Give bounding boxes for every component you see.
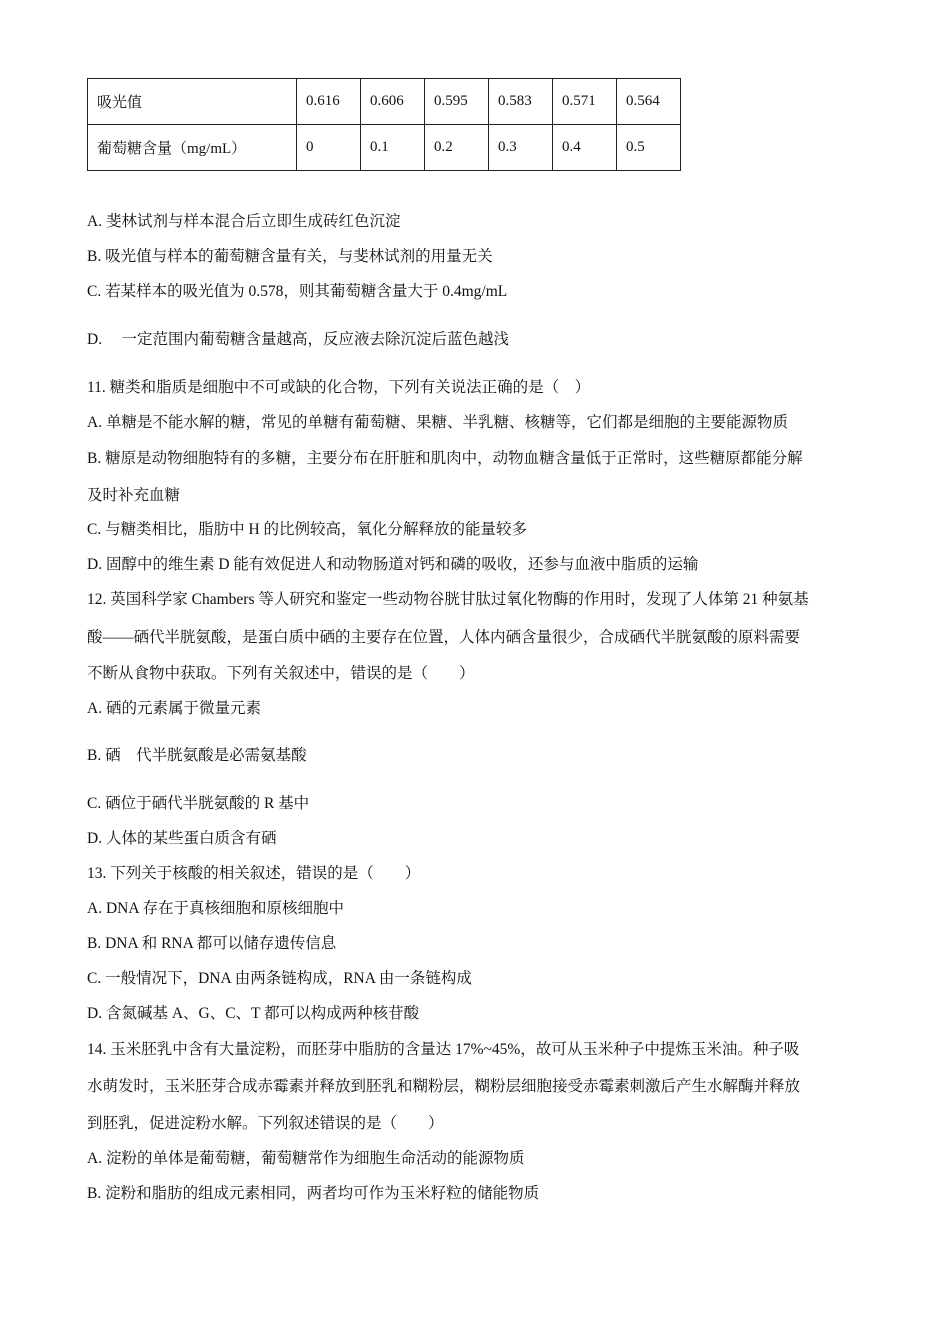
option-b-continued: 及时补充血糖 (87, 487, 181, 504)
option-b: B. 糖原是动物细胞特有的多糖，主要分布在肝脏和肌肉中，动物血糖含量低于正常时，这些糖原都能分解 (87, 450, 803, 467)
table-cell: 0.583 (489, 79, 553, 125)
question-stem: 13. 下列关于核酸的相关叙述，错误的是（ ） (87, 865, 421, 882)
question-stem: 14. 玉米胚乳中含有大量淀粉，而胚芽中脂肪的含量达 17%~45%，故可从玉米种子中提炼玉米油。种子吸 (87, 1041, 800, 1058)
option-d: D. 固醇中的维生素 D 能有效促进人和动物肠道对钙和磷的吸收，还参与血液中脂质的运输 (87, 556, 699, 573)
table-cell: 0.616 (297, 79, 361, 125)
option-a: A. 斐林试剂与样本混合后立即生成砖红色沉淀 (87, 213, 401, 230)
option-a: A. 淀粉的单体是葡萄糖，葡萄糖常作为细胞生命活动的能源物质 (87, 1150, 525, 1167)
option-b: B. 淀粉和脂肪的组成元素相同，两者均可作为玉米籽粒的储能物质 (87, 1185, 540, 1202)
table-cell: 0.564 (617, 79, 681, 125)
option-d: D. 含氮碱基 A、G、C、T 都可以构成两种核苷酸 (87, 1005, 420, 1022)
table-cell: 0 (297, 125, 361, 171)
table-cell: 0.2 (425, 125, 489, 171)
option-a: A. 硒的元素属于微量元素 (87, 700, 261, 717)
option-c: C. 一般情况下，DNA 由两条链构成，RNA 由一条链构成 (87, 970, 472, 987)
table-cell: 0.3 (489, 125, 553, 171)
option-b: B. 吸光值与样本的葡萄糖含量有关，与斐林试剂的用量无关 (87, 248, 493, 265)
table-row-label: 葡萄糖含量（mg/mL） (88, 125, 297, 171)
question-stem: 不断从食物中获取。下列有关叙述中，错误的是（ ） (87, 665, 475, 682)
option-a: A. 单糖是不能水解的糖，常见的单糖有葡萄糖、果糖、半乳糖、核糖等，它们都是细胞的主要能源物质 (87, 414, 788, 431)
option-d: D. 一定范围内葡萄糖含量越高，反应液去除沉淀后蓝色越浅 (87, 331, 509, 348)
option-c: C. 若某样本的吸光值为 0.578，则其葡萄糖含量大于 0.4mg/mL (87, 283, 508, 300)
absorbance-table (87, 78, 681, 171)
question-stem: 11. 糖类和脂质是细胞中不可或缺的化合物，下列有关说法正确的是（ ） (87, 379, 591, 396)
question-stem: 酸——硒代半胱氨酸，是蛋白质中硒的主要存在位置，人体内硒含量很少，合成硒代半胱氨酸的原料需要 (87, 629, 801, 646)
option-c: C. 与糖类相比，脂肪中 H 的比例较高，氧化分解释放的能量较多 (87, 521, 528, 538)
table-row-label: 吸光值 (88, 79, 297, 125)
option-b: B. 硒 代半胱氨酸是必需氨基酸 (87, 747, 307, 764)
table-cell: 0.595 (425, 79, 489, 125)
table-cell: 0.571 (553, 79, 617, 125)
table-cell: 0.1 (361, 125, 425, 171)
question-stem: 12. 英国科学家 Chambers 等人研究和鉴定一些动物谷胱甘肽过氧化物酶的作用时，发现了人体第 21 种氨基 (87, 591, 809, 608)
table-cell: 0.606 (361, 79, 425, 125)
table-row (88, 79, 681, 125)
table-cell: 0.4 (553, 125, 617, 171)
option-c: C. 硒位于硒代半胱氨酸的 R 基中 (87, 795, 310, 812)
question-stem: 水萌发时，玉米胚芽合成赤霉素并释放到胚乳和糊粉层，糊粉层细胞接受赤霉素刺激后产生水解酶并释放 (87, 1078, 801, 1095)
option-a: A. DNA 存在于真核细胞和原核细胞中 (87, 900, 345, 917)
question-stem: 到胚乳，促进淀粉水解。下列叙述错误的是（ ） (87, 1115, 444, 1132)
option-d: D. 人体的某些蛋白质含有硒 (87, 830, 277, 847)
table-cell: 0.5 (617, 125, 681, 171)
option-b: B. DNA 和 RNA 都可以储存遗传信息 (87, 935, 337, 952)
table-row (88, 125, 681, 171)
